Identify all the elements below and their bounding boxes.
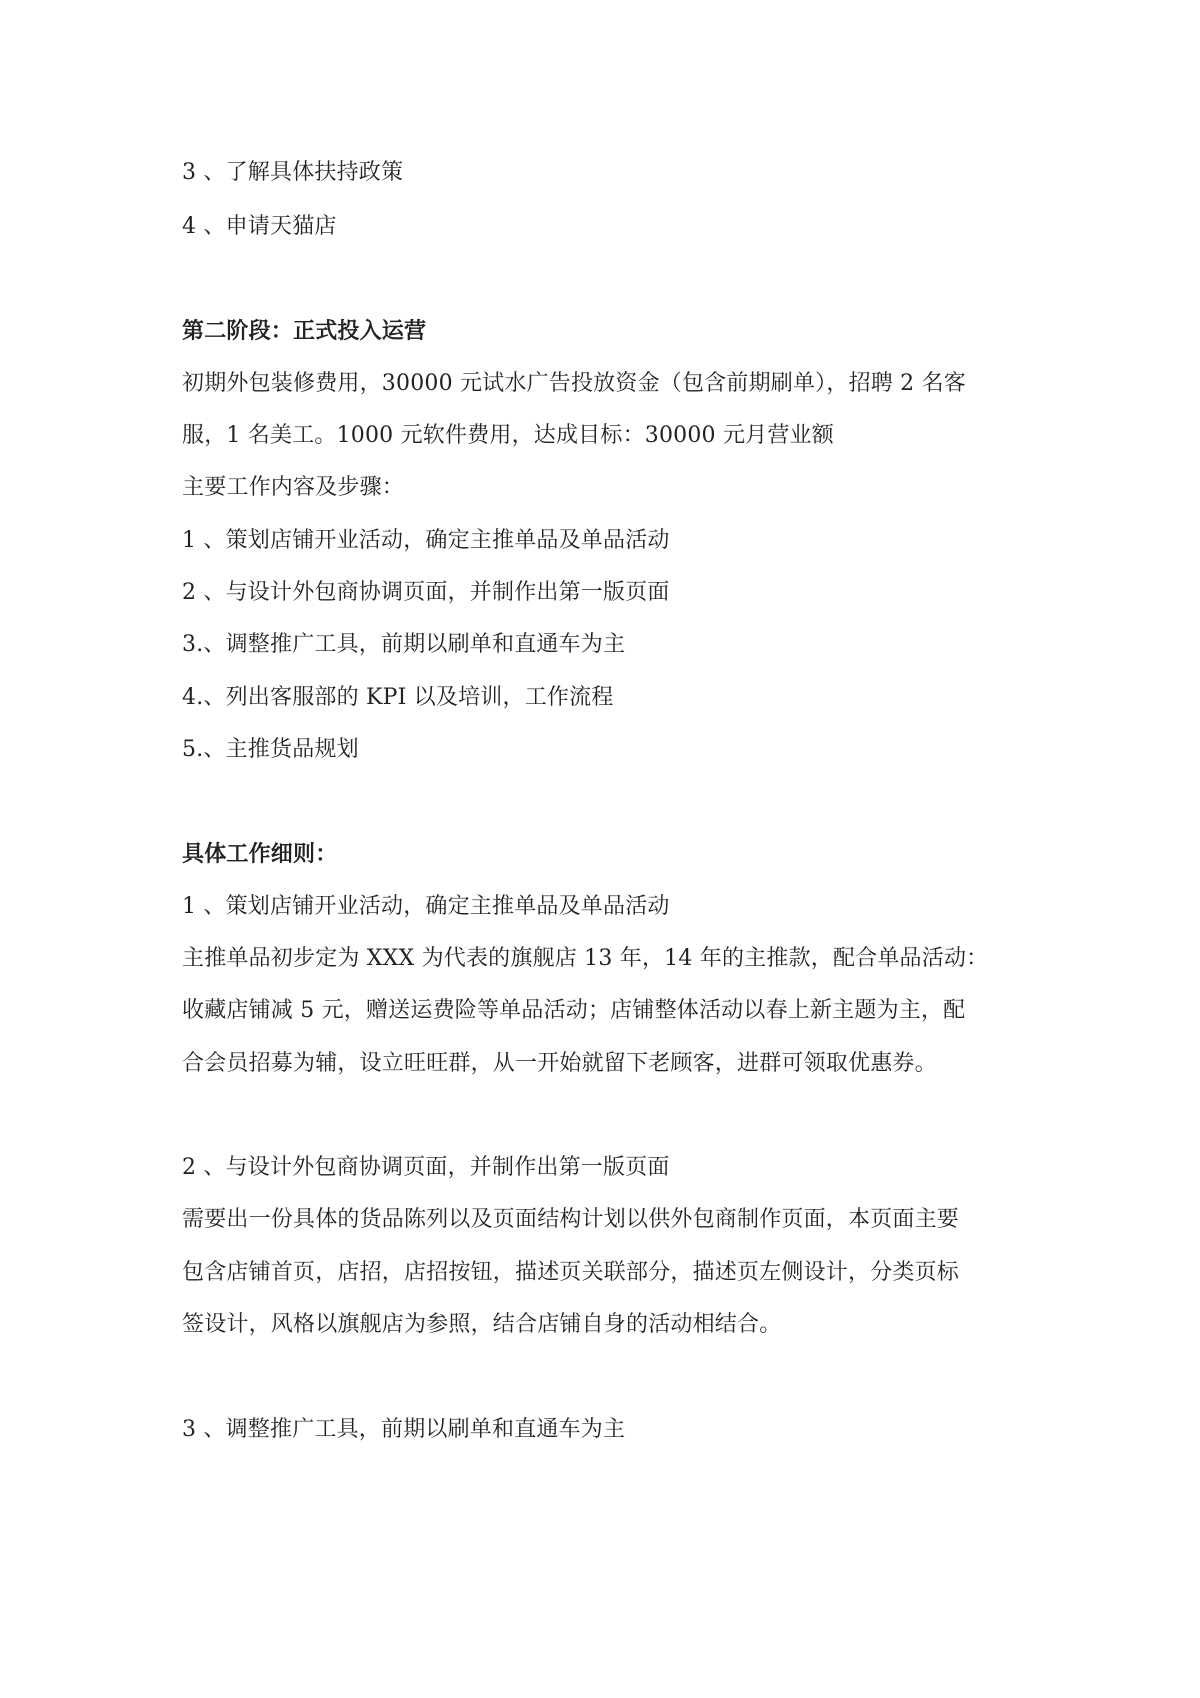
- detail-item-3-heading: 3 、调整推广工具，前期以刷单和直通车为主: [182, 1417, 626, 1442]
- detail-item-2-line-3: 签设计，风格以旗舰店为参照，结合店铺自身的活动相结合。: [182, 1312, 782, 1337]
- intro-step-4: 4 、申请天猫店: [182, 214, 337, 239]
- detail-item-1-heading: 1 、策划店铺开业活动，确定主推单品及单品活动: [182, 894, 670, 919]
- detail-item-2-line-1: 需要出一份具体的货品陈列以及页面结构计划以供外包商制作页面，本页面主要: [182, 1207, 960, 1232]
- stage-two-title: 第二阶段：正式投入运营: [182, 318, 427, 344]
- step-4: 4.、列出客服部的 KPI 以及培训，工作流程: [182, 685, 614, 710]
- detail-item-1-line-1: 主推单品初步定为 XXX 为代表的旗舰店 13 年，14 年的主推款，配合单品活动：: [182, 946, 989, 971]
- detail-item-2-heading: 2 、与设计外包商协调页面，并制作出第一版页面: [182, 1155, 670, 1180]
- stage-two-paragraph-line-1: 初期外包装修费用，30000 元试水广告投放资金（包含前期刷单），招聘 2 名客: [182, 371, 966, 396]
- step-2: 2 、与设计外包商协调页面，并制作出第一版页面: [182, 580, 670, 605]
- detail-item-1-line-3: 合会员招募为辅，设立旺旺群，从一开始就留下老顾客，进群可领取优惠券。: [182, 1051, 937, 1076]
- details-title: 具体工作细则：: [182, 841, 338, 867]
- detail-item-1-line-2: 收藏店铺减 5 元，赠送运费险等单品活动；店铺整体活动以春上新主题为主，配: [182, 998, 966, 1023]
- step-1: 1 、策划店铺开业活动，确定主推单品及单品活动: [182, 528, 670, 553]
- step-3: 3.、调整推广工具，前期以刷单和直通车为主: [182, 632, 626, 657]
- intro-step-3: 3 、了解具体扶持政策: [182, 160, 404, 185]
- detail-item-2-line-2: 包含店铺首页，店招，店招按钮，描述页关联部分，描述页左侧设计，分类页标: [182, 1260, 960, 1285]
- stage-two-paragraph-line-2: 服，1 名美工。1000 元软件费用，达成目标：30000 元月营业额: [182, 423, 834, 448]
- step-5: 5.、主推货品规划: [182, 737, 359, 762]
- steps-heading: 主要工作内容及步骤：: [182, 475, 405, 500]
